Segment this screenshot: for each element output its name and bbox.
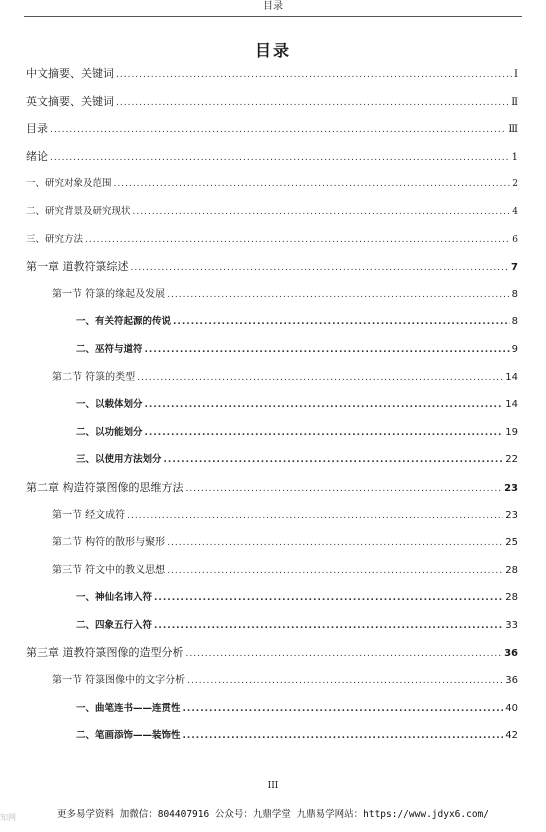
dot-leader: [164, 447, 504, 475]
toc-entry-page: Ⅱ: [511, 96, 518, 108]
dot-leader: [154, 585, 503, 613]
toc-entry-page: 33: [505, 619, 518, 631]
dot-leader: [127, 503, 503, 531]
toc-section-entry[interactable]: [26, 529, 518, 557]
toc-entry-label: 第一节 经文成符: [52, 509, 126, 521]
toc-entry[interactable]: [26, 226, 518, 254]
toc-entry-page: 14: [505, 371, 518, 383]
toc-entry-label: 绪论: [26, 149, 48, 163]
toc-entry-label: 目录: [26, 122, 48, 136]
toc-entry-page: 9: [511, 343, 518, 355]
toc-entry-page: 42: [505, 730, 518, 742]
dot-leader: [167, 558, 503, 586]
toc-entry-page: Ⅰ: [514, 69, 518, 80]
toc-entry-label: 二、以功能划分: [76, 426, 143, 438]
toc-subsection-entry[interactable]: [26, 612, 518, 640]
toc-entry[interactable]: [26, 170, 518, 198]
dot-leader: [50, 145, 510, 173]
toc-section-entry[interactable]: [26, 557, 518, 585]
table-of-contents: [26, 60, 518, 750]
toc-entry-page: 8: [511, 316, 518, 328]
toc-entry-label: 二、笔画添饰——装饰性: [76, 730, 181, 742]
toc-subsection-entry[interactable]: [26, 584, 518, 612]
page-number: III: [267, 781, 279, 791]
dot-leader: [186, 641, 503, 669]
toc-entry-page: Ⅲ: [508, 124, 518, 136]
toc-entry[interactable]: [26, 198, 518, 226]
toc-entry-page: 1: [511, 151, 518, 163]
dot-leader: [167, 530, 503, 558]
toc-entry-label: 第三章 道教符箓图像的造型分析: [26, 646, 184, 660]
toc-entry-page: 23: [504, 482, 518, 494]
toc-section-entry[interactable]: [26, 667, 518, 695]
toc-subsection-entry[interactable]: [26, 336, 518, 364]
toc-entry-label: 三、研究方法: [26, 233, 84, 245]
toc-entry-label: 第一节 符箓图像中的文字分析: [52, 675, 186, 687]
toc-chapter-entry[interactable]: [26, 474, 518, 502]
running-header: 目录: [24, 0, 522, 17]
toc-entry-page: 7: [511, 262, 518, 274]
dot-leader: [116, 90, 509, 118]
dot-leader: [154, 613, 503, 641]
dot-leader: [145, 337, 510, 365]
toc-entry-label: 第三节 符文中的教义思想: [52, 564, 166, 576]
toc-subsection-entry[interactable]: [26, 722, 518, 750]
toc-entry-label: 一、曲笔连书——连贯性: [76, 702, 181, 714]
dot-leader: [173, 309, 510, 337]
toc-entry-label: 第一章 道教符箓综述: [26, 260, 129, 274]
toc-entry-page: 40: [505, 702, 518, 714]
toc-entry-label: 二、研究背景及研究现状: [26, 205, 131, 217]
dot-leader: [114, 171, 511, 199]
toc-entry-page: 2: [512, 179, 518, 190]
toc-subsection-entry[interactable]: [26, 419, 518, 447]
dot-leader: [183, 696, 504, 724]
toc-chapter-entry[interactable]: [26, 639, 518, 667]
toc-entry-page: 36: [504, 648, 518, 660]
toc-entry-label: 二、巫符与道符: [76, 343, 143, 355]
toc-entry-label: 第二章 构造符箓图像的思维方法: [26, 480, 184, 494]
dot-leader: [131, 255, 510, 283]
toc-entry-page: 25: [505, 537, 518, 549]
footer-promo-text: 更多易学资料 加微信：804407916 公众号：九鼎学堂 九鼎易学网站：https://www.jdyx6.com/: [57, 809, 489, 820]
toc-subsection-entry[interactable]: [26, 391, 518, 419]
dot-leader: [145, 392, 504, 420]
toc-entry-label: 一、研究对象及范围: [26, 178, 112, 190]
toc-entry-label: 英文摘要、关键词: [26, 94, 114, 108]
toc-entry-page: 28: [505, 564, 518, 576]
toc-section-entry[interactable]: [26, 281, 518, 309]
toc-entry-label: 中文摘要、关键词: [26, 67, 114, 80]
toc-entry-page: 28: [505, 592, 518, 604]
page-title: 目录: [254, 41, 291, 60]
dot-leader: [183, 723, 504, 751]
dot-leader: [167, 282, 509, 310]
toc-entry-page: 8: [511, 288, 518, 300]
toc-entry-label: 一、神仙名讳入符: [76, 592, 153, 604]
dot-leader: [187, 668, 503, 696]
dot-leader: [137, 365, 503, 393]
toc-entry-label: 三、以使用方法划分: [76, 454, 162, 466]
toc-subsection-entry[interactable]: [26, 695, 518, 723]
toc-section-entry[interactable]: [26, 502, 518, 530]
dot-leader: [186, 476, 503, 504]
toc-entry-label: 二、四象五行入符: [76, 619, 153, 631]
toc-entry[interactable]: [26, 115, 518, 143]
toc-entry-page: 36: [505, 675, 518, 687]
toc-entry-label: 第二节 构符的散形与聚形: [52, 537, 166, 549]
toc-subsection-entry[interactable]: [26, 446, 518, 474]
toc-entry-page: 14: [505, 399, 518, 411]
dot-leader: [50, 117, 506, 145]
toc-entry[interactable]: [26, 60, 518, 88]
toc-entry-page: 22: [505, 454, 518, 466]
toc-entry-label: 第一节 符箓的缘起及发展: [52, 288, 166, 300]
toc-entry-page: 19: [505, 426, 518, 438]
toc-entry-page: 6: [512, 234, 518, 245]
toc-entry[interactable]: [26, 88, 518, 116]
edge-watermark: 知网: [0, 813, 16, 822]
toc-entry[interactable]: [26, 143, 518, 171]
toc-entry-page: 4: [512, 206, 518, 217]
toc-entry-page: 23: [505, 509, 518, 521]
dot-leader: [85, 227, 510, 255]
toc-subsection-entry[interactable]: [26, 308, 518, 336]
toc-chapter-entry[interactable]: [26, 253, 518, 281]
toc-entry-label: 一、以载体划分: [76, 399, 143, 411]
toc-entry-label: 一、有关符起源的传说: [76, 316, 172, 328]
dot-leader: [133, 199, 511, 227]
dot-leader: [116, 62, 512, 90]
toc-section-entry[interactable]: [26, 364, 518, 392]
toc-entry-label: 第二节 符箓的类型: [52, 371, 136, 383]
dot-leader: [145, 420, 504, 448]
